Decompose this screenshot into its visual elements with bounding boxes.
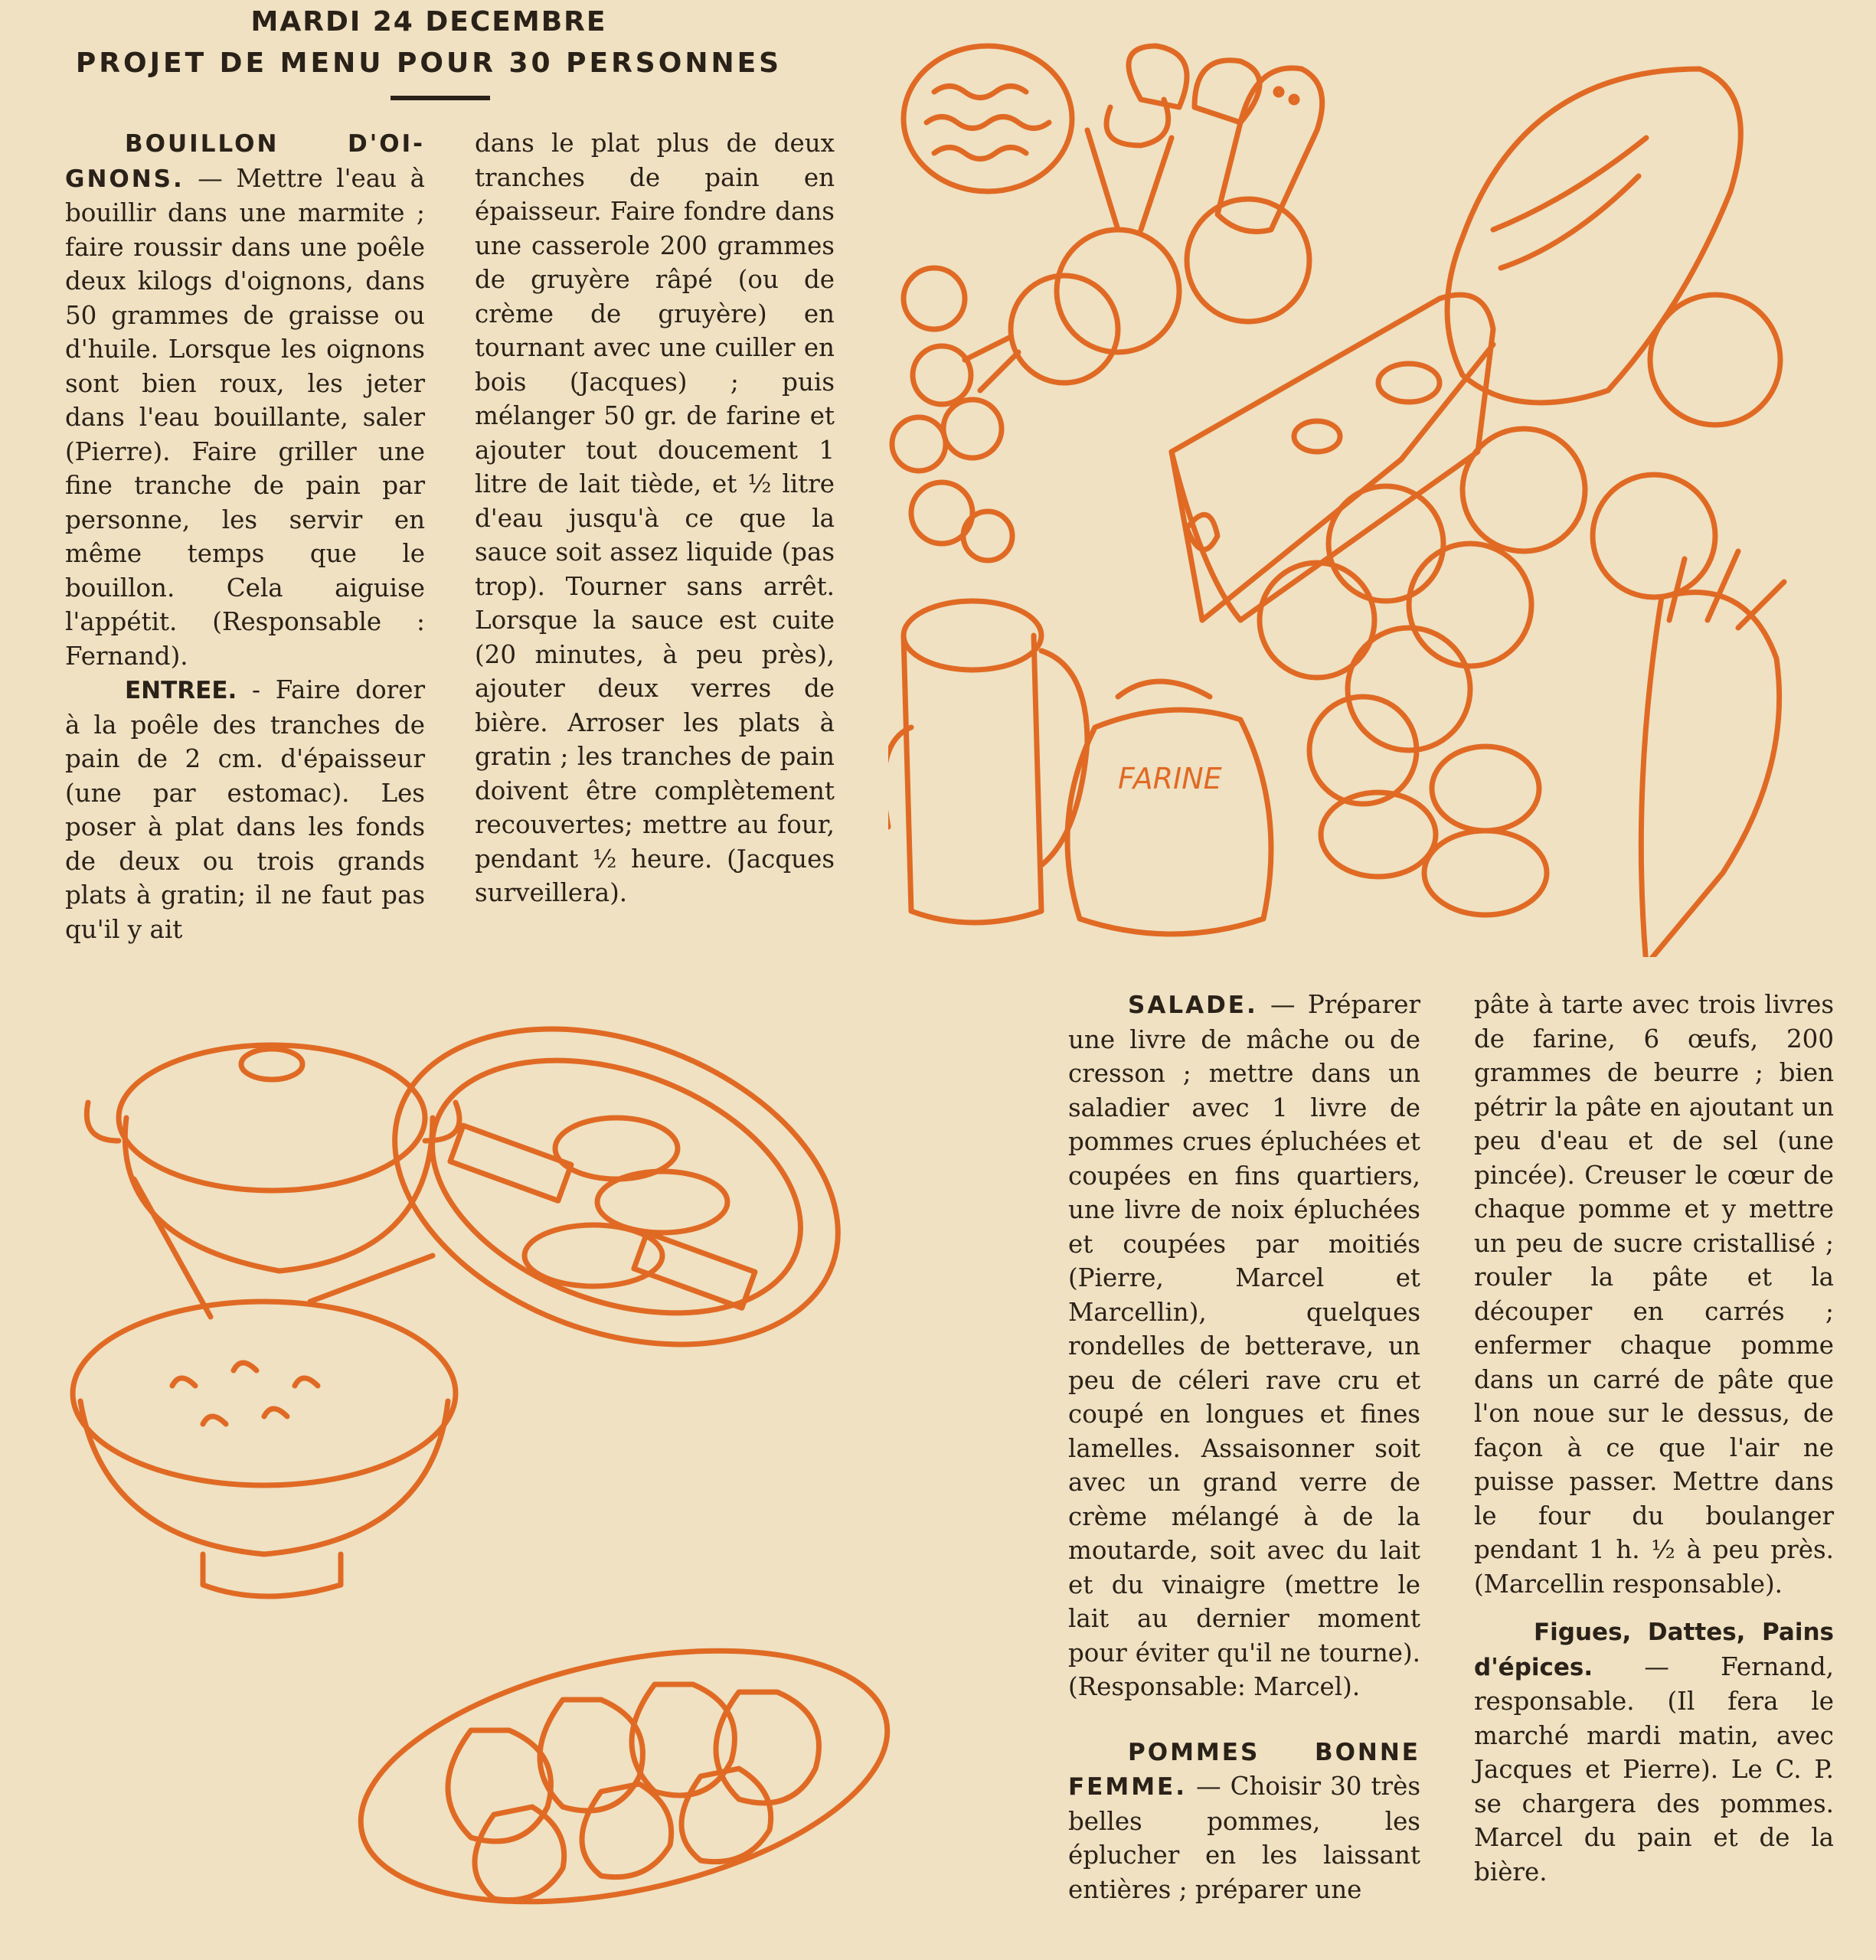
salade-heading: SALADE. — [1128, 991, 1258, 1019]
gratin-dish-drawing — [310, 1026, 882, 1402]
jug-drawing — [888, 601, 1087, 923]
figues-paragraph — [1474, 1615, 1834, 1889]
serving-bowl-drawing — [73, 1179, 456, 1596]
entree-paragraph — [65, 673, 425, 946]
flour-bag-drawing — [1067, 681, 1271, 934]
grapes-drawing — [892, 268, 1012, 560]
text-column-1 — [65, 126, 425, 946]
header-date: MARDI 24 DECEMBRE — [250, 6, 607, 38]
entree-text-part2: dans le plat plus de deux tranches de pain en épaisseur. Faire fondre dans une casserole 200 grammes de gruyère râpé (ou de crème de gruyère) en tournant avec une cuiller en bois (Jacques) ; puis mélanger 50 gr. de farine et ajouter tout doucement 1 litre de lait tiède, et ½ litre d'eau jusqu'à ce que la sauce soit assez liquide (pas trop). Tourner sans arrêt. Lorsque la sauce est cuite (20 minutes, à peu près), ajouter deux verres de bière. Arroser les plats à gratin ; les tranches de pain doivent être complètement recouvertes; mettre au four, pendant ½ heure. (Jacques surveillera). — [475, 129, 835, 907]
figues-text: — Fernand, responsable. (Il fera le marché mardi matin, avec Jacques et Pierre). Le C. P. se chargera des pommes. Marcel du pain et de la bière. — [1474, 1651, 1834, 1886]
text-column-4 — [1474, 988, 1834, 1889]
cheese-drawing — [1172, 295, 1493, 620]
flour-label: FARINE — [1118, 762, 1222, 795]
menu-title: PROJET DE MENU POUR 30 PERSONNES — [75, 47, 783, 79]
text-column-3 — [1068, 988, 1420, 1906]
pommes-text-part2: pâte à tarte avec trois livres de farine, 6 œufs, 200 grammes de beurre ; bien pétrir la pâte en ajoutant un peu d'eau et de sel (une pincée). Creuser le cœur de chaque pomme et y mettre un peu de sucre cristallisé ; rouler la pâte et la découper en carrés ; enfermer chaque pomme dans un carré de pâte que l'on noue sur le dessus, de façon à ce que l'air ne puisse passer. Mettre dans le four du boulanger pendant 1 h. ½ à peu près. (Marcellin responsable). — [1474, 990, 1834, 1599]
salt-shaker-drawing — [1217, 68, 1322, 232]
pommes-heading: POMMES BONNE FEMME. — [1068, 1738, 1420, 1801]
bouillon-heading: BOUILLON D'OI-GNONS. — [65, 130, 425, 193]
apple-dumplings-drawing — [338, 1609, 910, 1945]
bouillon-paragraph — [65, 126, 425, 673]
salade-text: — Préparer une livre de mâche ou de cresson ; mettre dans un saladier avec 1 livre de pommes crues épluchées et coupées en fins quartiers, une livre de noix épluchées et coupées par moitiés (Pierre, Marcel et Marcellin), quelques rondelles de betterave, un peu de céleri rave cru et coupé en longues et fines lamelles. Assaisonner soit avec un grand verre de crème mélangé à de la moutarde, soit avec du lait et du vinaigre (mettre le lait au dernier moment pour éviter qu'il ne tourne). (Responsable: Marcel). — [1068, 990, 1420, 1701]
onions-drawing — [965, 130, 1309, 390]
pommes-text-part1: — Choisir 30 très belles pommes, les éplucher en les laissant entières ; préparer une — [1068, 1772, 1420, 1904]
eggs-drawing — [1321, 746, 1547, 915]
water-bowl-drawing — [904, 46, 1072, 191]
soup-pot-drawing — [87, 1045, 459, 1271]
pommes-paragraph — [1068, 1735, 1420, 1907]
ingredients-illustration — [888, 38, 1830, 957]
entree-text-part1: - Faire dorer à la poêle des tranches de pain de 2 cm. d'épaisseur (une par estomac). Les poser à plat dans les fonds de deux ou trois grands plats à gratin; il ne faut pas qu'il y ait — [65, 675, 425, 944]
bouillon-text: — Mettre l'eau à bouillir dans une marmite ; faire roussir dans une poêle deux kilogs d'oignons, dans 50 grammes de graisse ou d'huile. Lorsque les oignons sont bien roux, les jeter dans l'eau bouillante, saler (Pierre). Faire griller une fine tranche de pain par personne, les servir en même temps que le bouillon. Cela aiguise l'appétit. (Responsable : Fernand). — [65, 163, 425, 671]
figues-heading: Figues, Dattes, Pains d'épices. — [1474, 1619, 1834, 1681]
dishes-illustration — [65, 1026, 984, 1945]
text-column-2 — [475, 126, 835, 910]
salade-paragraph — [1068, 988, 1420, 1704]
beetroot-drawing — [1641, 551, 1784, 957]
title-rule — [391, 96, 490, 100]
entree-heading: ENTREE. — [125, 677, 237, 704]
